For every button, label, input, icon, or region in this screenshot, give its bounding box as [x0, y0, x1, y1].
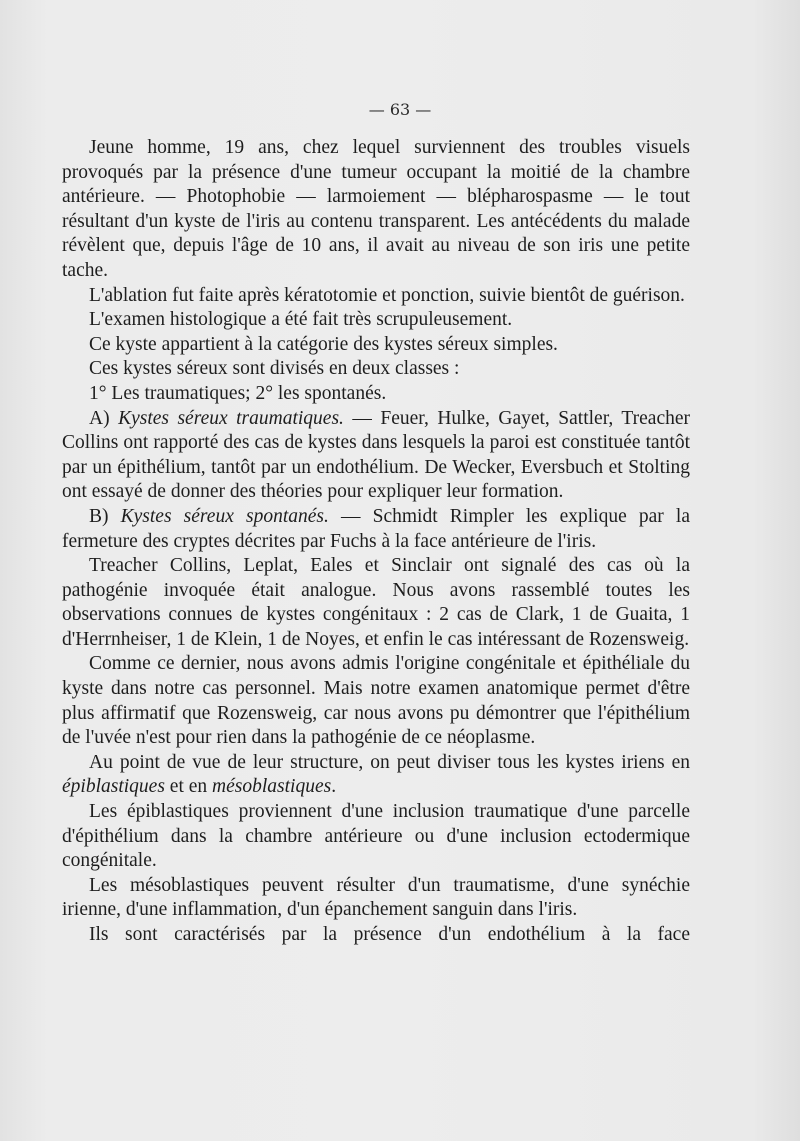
paragraph-personal-case: Comme ce dernier, nous avons admis l'origine congénitale et épithéliale du kyste dans notre cas personnel. Mais notre examen anatomique permet d'être plus affirmatif que Rozensweig, car nous avons pu démontrer que l'épithélium de l'uvée n'est pour rien dans la pathogénie de ce néoplasme. — [62, 653, 690, 749]
spontaneous-cysts-text: — Schmidt Rimpler les explique par la fermeture des cryptes décrites par Fuchs à la face antérieure de l'iris. — [62, 505, 690, 552]
paragraph-structure-division — [62, 751, 690, 800]
page-number: — 63 — — [368, 100, 432, 119]
paragraph-characterized: Ils sont caractérisés par la présence d'un endothélium à la face — [89, 924, 690, 945]
heading-spontaneous-cysts: Kystes séreux spontanés. — [120, 505, 329, 527]
traumatic-cysts-text: — Feuer, Hulke, Gayet, Sattler, Treacher Collins ont rapporté des cas de kystes dans lesquels la paroi est constituée tantôt par un épithélium, tantôt par un endothélium. De Wecker, Eversbuch et Stolting ont essayé de donner des théories pour expliquer leur formation. — [62, 407, 690, 503]
list-marker-a: A) — [89, 407, 119, 429]
body-text — [62, 136, 690, 948]
paragraph-ablation: L'ablation fut faite après kératotomie et ponction, suivie bientôt de guérison. — [89, 284, 685, 306]
paragraph-histology: L'examen histologique a été fait très scrupuleusement. — [89, 309, 513, 331]
heading-traumatic-cysts: Kystes séreux traumatiques. — [118, 407, 344, 429]
paragraph-congenital-observations: Treacher Collins, Leplat, Eales et Sinclair ont signalé des cas où la pathogénie invoquée était analogue. Nous avons rassemblé toutes les observations connues de kystes congénitaux : 2 cas de Clark, 1 de Guaita, 1 d'Herrnheiser, 1 de Klein, 1 de Noyes, et enfin le cas intéressant de Rozensweig. — [62, 555, 690, 650]
paragraph-category: Ce kyste appartient à la catégorie des kystes séreux simples. — [89, 333, 558, 355]
paragraph-classes: Ces kystes séreux sont divisés en deux classes : — [89, 358, 460, 380]
paragraph-class-list: 1° Les traumatiques; 2° les spontanés. — [89, 382, 387, 404]
term-epiblastic: épiblastiques — [62, 776, 165, 798]
paragraph-mesoblastic: Les mésoblastiques peuvent résulter d'un traumatisme, d'une synéchie irienne, d'une inflammation, d'un épanchement sanguin dans l'iris. — [62, 874, 690, 921]
paragraph-epiblastic: Les épiblastiques proviennent d'une inclusion traumatique d'une parcelle d'épithélium dans la chambre antérieure ou d'une inclusion ectodermique congénitale. — [62, 801, 690, 872]
structure-text-b: et en — [164, 776, 213, 798]
term-mesoblastic: mésoblastiques — [212, 776, 332, 798]
paragraph-case-description: Jeune homme, 19 ans, chez lequel surviennent des troubles visuels provoqués par la présence d'une tumeur occupant la moitié de la chambre antérieure. — Photophobie — larmoiement — blépharospasme — le tout résultant d'un kyste de l'iris au contenu transparent. Les antécédents du malade révèlent que, depuis l'âge de 10 ans, il avait au niveau de son iris une petite tache. — [62, 137, 690, 281]
list-marker-b: B) — [89, 505, 121, 527]
structure-text-c: . — [331, 776, 337, 798]
structure-text-a: Au point de vue de leur structure, on peut diviser tous les kystes iriens en — [89, 751, 690, 773]
paragraph-spontaneous-cysts — [62, 505, 690, 554]
paragraph-traumatic-cysts — [62, 407, 690, 505]
